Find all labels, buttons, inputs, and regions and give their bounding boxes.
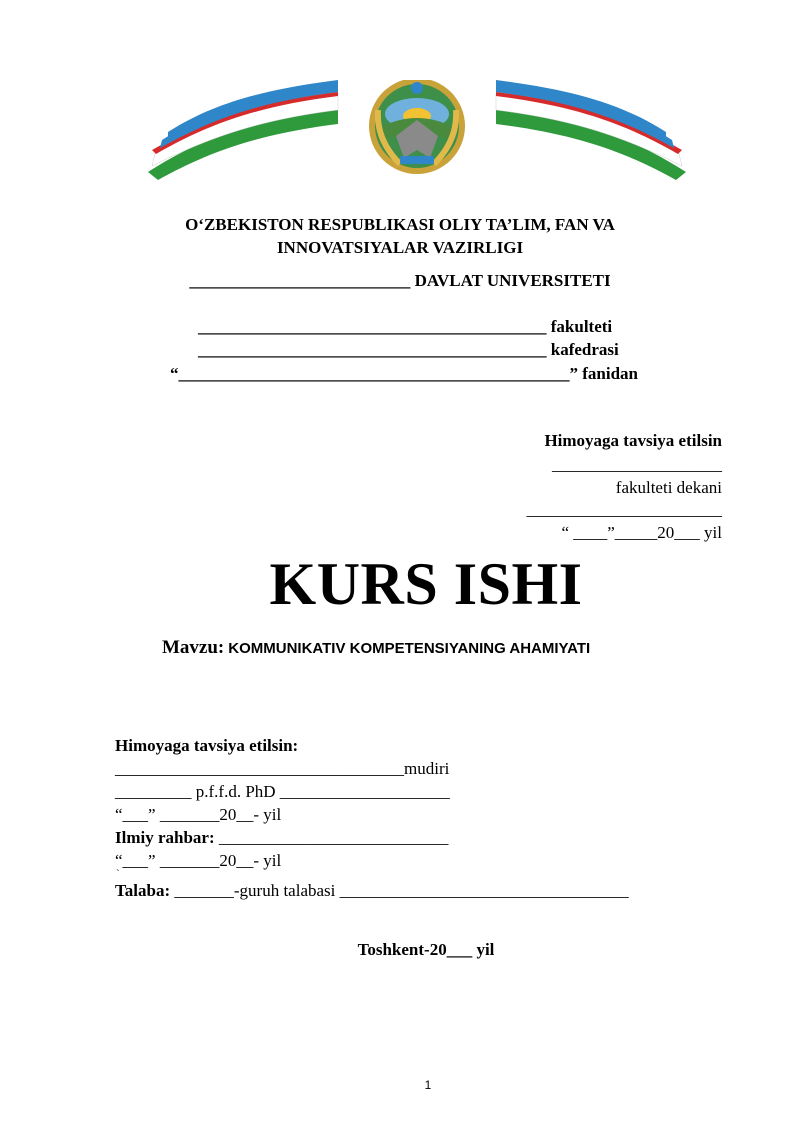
left-flag bbox=[148, 80, 338, 180]
topic-label: Mavzu: bbox=[162, 637, 225, 658]
state-emblem bbox=[369, 80, 465, 174]
approval-bottom-heading: Himoyaga tavsiya etilsin: bbox=[115, 736, 299, 755]
approval-top-line-1: ____________________ bbox=[552, 455, 722, 474]
faculty-line: _________________________________________ fakulteti bbox=[198, 317, 613, 336]
ministry-line-2: INNOVATSIYALAR VAZIRLIGI bbox=[276, 238, 524, 257]
city-year: Toshkent-20___ yil bbox=[357, 940, 495, 959]
approval-top-line-2: _______________________ bbox=[526, 500, 722, 519]
student-blank: _______-guruh talabasi __________________________________ bbox=[170, 881, 629, 900]
uzbekistan-emblem-flag-image bbox=[138, 80, 696, 180]
department-head-line: __________________________________mudiri bbox=[115, 759, 450, 778]
ministry-line-1: O‘ZBEKISTON RESPUBLIKASI OLIY TA’LIM, FAN VA bbox=[185, 215, 615, 234]
topic-text: KOMMUNIKATIV KOMPETENSIYANING AHAMIYATI bbox=[228, 640, 591, 657]
approval-date-2: “___” _______20__- yil bbox=[115, 851, 282, 870]
document-title: KURS ISHI bbox=[269, 551, 583, 617]
degree-line: _________ p.f.f.d. PhD ____________________ bbox=[115, 782, 450, 801]
page-number: 1 bbox=[424, 1078, 432, 1092]
advisor-line bbox=[115, 828, 448, 848]
university-line: __________________________ DAVLAT UNIVERSITETI bbox=[189, 271, 611, 290]
approval-date-1: “___” _______20__- yil bbox=[115, 805, 282, 824]
department-line: _________________________________________ kafedrasi bbox=[198, 340, 619, 359]
subject-line: “______________________________________________” fanidan bbox=[170, 364, 638, 383]
advisor-label: Ilmiy rahbar: bbox=[115, 828, 215, 847]
right-flag bbox=[496, 80, 686, 180]
approval-top-date: “ ____”_____20___ yil bbox=[561, 523, 722, 542]
student-line bbox=[115, 881, 629, 901]
stray-mark: ` bbox=[116, 868, 120, 880]
student-label: Talaba: bbox=[115, 881, 171, 900]
approval-top-heading: Himoyaga tavsiya etilsin bbox=[544, 431, 722, 450]
topic-line bbox=[162, 637, 590, 659]
advisor-blank: ___________________________ bbox=[214, 828, 449, 847]
dean-role: fakulteti dekani bbox=[615, 478, 722, 497]
